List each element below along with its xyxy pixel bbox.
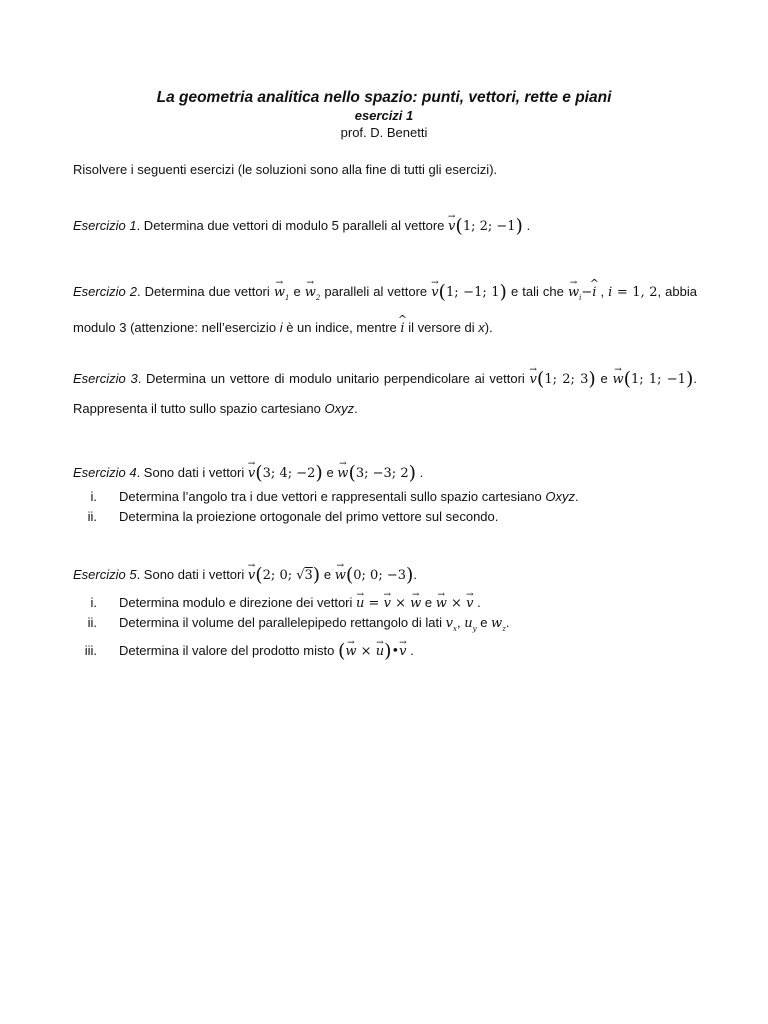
side-uy: u	[464, 616, 473, 631]
vector-v-coords: 2; 0;	[262, 568, 293, 583]
exercise-3-end: .	[354, 401, 358, 416]
cartesian-space: Oxyz	[545, 489, 575, 504]
list-item	[73, 593, 713, 613]
index-i: i	[608, 285, 613, 300]
vector-w: → w	[436, 594, 447, 614]
list-item-text: Determina il valore del prodotto misto	[119, 643, 335, 658]
list-item-number: ii.	[87, 615, 97, 630]
comma: ,	[600, 284, 605, 299]
side-vx-sub: x	[453, 625, 457, 633]
exercise-3-and: e	[600, 371, 608, 386]
exercise-2-label: Esercizio 2	[73, 284, 137, 299]
exercise-1-label: Esercizio 1	[73, 218, 137, 233]
exercise-3-label: Esercizio 3	[73, 371, 138, 386]
vector-w: → w	[335, 561, 346, 590]
vector-w: → w	[410, 594, 421, 614]
exercise-1: Esercizio 1. Determina due vettori di modulo 5 paralleli al vettore → v(1; 2; −1) .	[73, 211, 697, 241]
exercise-2-text-2: paralleli al vettore	[324, 284, 428, 299]
exercise-5: Esercizio 5. Sono dati i vettori → v(2; 0; √3) e → w(0; 0; −3).	[73, 560, 697, 590]
comma: ,	[456, 615, 461, 630]
vector-w2-sub: 2	[315, 294, 321, 302]
exercise-2-text-1: . Determina due vettori	[137, 284, 270, 299]
exercise-5-text-1: . Sono dati i vettori	[136, 567, 245, 582]
exercise-3-text-2: . Rappresenta il tutto sullo spazio cartesiano	[73, 371, 697, 416]
exercise-5-and: e	[323, 567, 332, 582]
vector-v-coords: 1; −1; 1	[445, 285, 500, 300]
index-i-word: i	[279, 320, 283, 335]
document-subtitle: esercizi 1	[354, 108, 414, 123]
cross-sign: ×	[360, 644, 372, 659]
list-item-number: i.	[90, 595, 97, 610]
list-item	[73, 613, 713, 633]
exercise-2-text-5: è un indice, mentre	[286, 320, 397, 335]
vector-v: → v	[248, 561, 255, 590]
list-item-end: .	[410, 643, 414, 658]
list-item-text: Determina il volume del parallelepipedo rettangolo di lati	[119, 615, 443, 630]
exercise-5-end: .	[413, 567, 418, 582]
equals-sign: =	[368, 596, 380, 611]
dot-sign: •	[391, 644, 400, 659]
vector-v-coords: 3; 4; −2	[262, 466, 316, 481]
document-title: La geometria analitica nello spazio: punti, vettori, rette e piani	[156, 89, 612, 106]
list-item-number: iii.	[84, 643, 97, 658]
and-word: e	[424, 595, 433, 610]
exercise-2-text-3: e tali che	[511, 284, 564, 299]
minus-sign: −	[581, 285, 593, 300]
vector-v: → v	[466, 594, 473, 614]
vector-u: → u	[356, 594, 364, 614]
exercise-4-label: Esercizio 4	[73, 465, 137, 480]
exercise-4-and: e	[326, 465, 334, 480]
list-item	[73, 487, 713, 507]
index-values: = 1, 2	[616, 285, 658, 300]
list-item	[73, 507, 713, 527]
vector-w1-sub: 1	[284, 294, 290, 302]
exercise-4-list	[73, 487, 713, 527]
vector-v: → v	[431, 278, 438, 307]
list-item-text: Determina l’angolo tra i due vettori e rappresentali sullo spazio cartesiano	[119, 489, 542, 504]
and-word: e	[480, 615, 488, 630]
exercise-5-list	[73, 593, 713, 661]
document-author: prof. D. Benetti	[340, 125, 428, 140]
exercise-3: Esercizio 3. Determina un vettore di modulo unitario perpendicolare ai vettori → v(1; 2; 3) e → w(1; 1; −1). Rappresenta il tutto sullo spazio cartesiano Oxyz.	[73, 364, 697, 423]
exercise-5-label: Esercizio 5	[73, 567, 137, 582]
vector-v-coords: 1; 2; −1	[462, 219, 516, 234]
vector-v: → v	[448, 212, 455, 241]
list-item-end: .	[477, 595, 481, 610]
exercise-2-text-7: ).	[484, 320, 493, 335]
list-item-text: Determina modulo e direzione dei vettori	[119, 595, 353, 610]
exercise-3-text-1: . Determina un vettore di modulo unitario perpendicolare ai vettori	[137, 371, 525, 386]
vector-w1: → w	[274, 278, 285, 307]
exercise-1-vector: → v(1; 2; −1)	[448, 219, 523, 234]
exercise-2-text-4: , abbia modulo 3 (attenzione: nell’esercizio	[73, 284, 697, 335]
cross-sign: ×	[395, 596, 406, 611]
vector-v: → v	[399, 642, 406, 662]
side-wz-sub: z	[502, 625, 506, 633]
vector-w: → w	[612, 365, 623, 394]
versor-i: ^ i	[592, 278, 596, 307]
list-item-number: i.	[90, 489, 97, 504]
versor-i-2: ^ i	[400, 314, 404, 343]
vector-v-coords: 1; 2; 3	[544, 372, 589, 387]
cartesian-space: Oxyz	[324, 401, 355, 416]
vector-v: → v	[384, 594, 391, 614]
list-item-text: Determina la proiezione ortogonale del primo vettore sul secondo.	[119, 509, 499, 524]
exercise-4-end: .	[419, 465, 424, 480]
list-item: iii. Determina il valore del prodotto misto (→ w × → u)•→ v .	[73, 641, 713, 661]
side-wz: w	[491, 616, 503, 631]
document-header	[0, 88, 768, 141]
exercise-2-text-6: il versore di	[408, 320, 475, 335]
vector-w-coords: 3; −3; 2	[355, 466, 409, 481]
vector-w: → w	[345, 642, 356, 662]
vector-wi: → w	[568, 278, 579, 307]
exercise-2-and: e	[293, 284, 301, 299]
exercise-1-text: . Determina due vettori di modulo 5 paralleli al vettore	[136, 218, 445, 233]
exercise-4-text-1: . Sono dati i vettori	[136, 465, 245, 480]
vector-v: → v	[248, 459, 255, 488]
exercise-4: Esercizio 4. Sono dati i vettori → v(3; 4; −2) e → w(3; −3; 2) .	[73, 458, 697, 488]
vector-w-coords: 1; 1; −1	[631, 372, 686, 387]
list-item-number: ii.	[87, 509, 97, 524]
cross-sign: ×	[451, 596, 462, 611]
sqrt-value: 3	[304, 568, 313, 583]
side-vx: v	[445, 616, 454, 631]
vector-wi-sub: i	[579, 294, 582, 302]
list-item-end: .	[574, 489, 579, 504]
vector-v: → v	[530, 365, 537, 394]
x-axis-var: x	[478, 320, 485, 335]
vector-w2: → w	[305, 278, 316, 307]
vector-w-coords: 0; 0; −3	[353, 568, 406, 583]
exercise-2: Esercizio 2. Determina due vettori → $w_1$ $e \to w_2$ paralleli al vettore → v(1; −1; 1) e tali che → $w_i-\^{}$ i , i = 1, 2, abbia modulo 3 (attenzione: nell’esercizio i è un indice, mentre ^ i il versore di x).	[73, 277, 697, 343]
intro-paragraph: Risolvere i seguenti esercizi (le soluzioni sono alla fine di tutti gli esercizi).	[73, 162, 498, 177]
list-item-end: .	[505, 615, 510, 630]
vector-w: → w	[337, 459, 348, 488]
vector-u: → u	[376, 642, 384, 662]
side-uy-sub: y	[472, 625, 477, 633]
